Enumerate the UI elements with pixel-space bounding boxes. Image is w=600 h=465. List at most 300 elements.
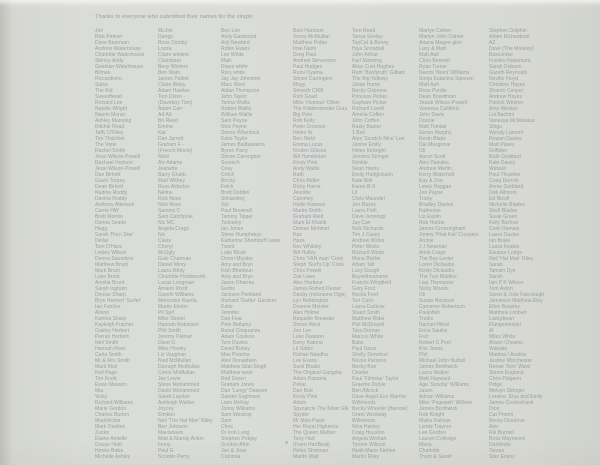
name-entry: Rachael Hudson (95, 160, 133, 166)
name-entry: Martyn Cohen (419, 28, 452, 34)
name-entry: Katrina Sharp (95, 316, 127, 322)
name-entry: Nic MC (158, 220, 175, 226)
name-entry: Martin Riley (352, 454, 379, 460)
name-entry: Greg Paul (293, 52, 316, 58)
name-entry: Liz Vaughan (158, 352, 186, 358)
name-entry: The Kidderminster Guru (293, 106, 348, 112)
name-entry: Ruth (293, 172, 304, 178)
name-entry: Alex Harbour (293, 280, 323, 286)
name-entry: Cheryl (158, 244, 173, 250)
name-entry: Erica Saulini (419, 328, 448, 334)
name-entry: Kish Bhoobun (221, 268, 253, 274)
name-entry: Annie Goddard (489, 184, 524, 190)
name-entry: Jay Can (352, 220, 371, 226)
name-entry: Robert S Pool (419, 340, 451, 346)
name-entry: Kay & Zoe (419, 178, 443, 184)
name-entry: Gayham Picker (352, 100, 387, 106)
name-entry: Melvyn Stringer (489, 388, 525, 394)
names-column-4 (293, 28, 355, 460)
name-entry: Al (489, 328, 494, 334)
name-entry: Becky Osborne (352, 88, 387, 94)
names-column-6 (419, 28, 481, 460)
name-entry: Matthew Rider (352, 316, 385, 322)
name-entry: Rachel Hilton (419, 322, 450, 328)
name-entry: Sunil Bhakri (293, 364, 321, 370)
name-entry: Tanya Seeley (352, 34, 383, 40)
name-entry: Mark El-Khatib (293, 220, 327, 226)
name-entry: AZ (489, 40, 496, 46)
name-entry: Wil Holley (293, 250, 316, 256)
name-entry: Paul Davis (352, 346, 377, 352)
name-entry: Michael John Nuttall (419, 358, 466, 364)
name-entry: Matthew Sital-Singh (221, 364, 267, 370)
name-entry: Richard Williams (95, 400, 134, 406)
name-entry: Simon West (293, 322, 321, 328)
name-entry: Mogy (293, 82, 306, 88)
name-entry: Hegg (95, 226, 108, 232)
name-entry: Kerry Widerholt (419, 172, 455, 178)
name-entry: Becky Boo (352, 364, 377, 370)
name-entry: Felch (221, 184, 234, 190)
name-entry: Mike Hooley (158, 346, 187, 352)
name-entry: Alex Donaldson (221, 358, 257, 364)
name-entry: Critch (221, 172, 235, 178)
name-entry: Rachel Smith (95, 148, 126, 154)
name-entry: Katie Taylor (221, 136, 248, 142)
name-entry: Emma Lucas (293, 142, 323, 148)
name-entry: Tony Hart (293, 436, 315, 442)
name-entry: Kerry Katona (293, 340, 323, 346)
name-entry: Dean Boardman (419, 94, 457, 100)
name-entry: Rich Goad (293, 94, 318, 100)
name-entry: Lil Gibbs (293, 346, 313, 352)
name-entry: Ross Oxtoby (158, 40, 188, 46)
name-entry: The Boy Lester (419, 256, 454, 262)
name-entry: Sweedhead (95, 94, 122, 100)
name-entry: Chris Powell (293, 268, 322, 274)
name-entry: Emikon (158, 412, 175, 418)
name-entry: Ruth 'Boofyruth' Gilbart (352, 70, 405, 76)
name-entry: Phil McDowall (352, 322, 385, 328)
name-entry: Ashley Manning (95, 118, 132, 124)
name-entry: Raoul Cinquanza (221, 328, 261, 334)
name-entry: Ritchie Read (95, 124, 125, 130)
name-entry: Gordon Afrin (221, 442, 250, 448)
name-entry: Kev Whibley (293, 244, 322, 250)
name-entry: Stephen Pobjoy (221, 436, 258, 442)
name-entry: Hiroko Baba (95, 448, 124, 454)
name-entry: Jamieson Matthew Eley (489, 298, 543, 304)
name-entry: Bascombe (489, 52, 514, 58)
name-entry: Richard Lovell (352, 106, 385, 112)
scan-highlight (0, 0, 600, 6)
name-entry: Sonja Katariina Siponen (419, 76, 474, 82)
name-entry: Brett Dobbin (221, 190, 250, 196)
name-entry: Paul Brownell (221, 208, 253, 214)
name-entry: Chris Maunder (352, 196, 386, 202)
name-entry: Goose Hiatt (95, 442, 122, 448)
name-entry: Phil (419, 352, 428, 358)
name-entry: Tori Cann (352, 298, 374, 304)
name-entry: Katherine Shortstuff Lewis (221, 238, 281, 244)
name-entry: James Crossingham (419, 226, 466, 232)
name-entry: McUgly (158, 250, 175, 256)
names-column-1 (95, 28, 157, 460)
name-entry: Tim Knott (95, 376, 117, 382)
name-entry: Susan Nicolson (419, 298, 455, 304)
name-entry: Finny (158, 442, 171, 448)
name-entry: Matt Hayward (419, 376, 451, 382)
name-entry: Tammy Tipper (221, 214, 253, 220)
thanks-header: Thanks to everyone who submitted their names for the single: (95, 14, 254, 20)
name-entry: Andrew Martin (419, 166, 452, 172)
name-entry: Paul 'Filmstar' Taylor (352, 376, 399, 382)
name-entry: Conor McMullan (158, 370, 196, 376)
name-entry: Matthew west (221, 370, 253, 376)
name-entry: Grant Woolway (352, 412, 387, 418)
name-entry: TopCat & Benny (352, 40, 389, 46)
name-entry: Marti Muir (95, 364, 118, 370)
name-entry: Nicola Parsons (352, 358, 387, 364)
name-entry: Ben Allcock (352, 388, 379, 394)
name-entry: Tyrone Willson (352, 442, 386, 448)
name-entry: Lui Bachini (489, 112, 515, 118)
name-entry: Iain P K Wilson (489, 280, 524, 286)
name-entry: Kate Bell (352, 178, 373, 184)
name-entry: Ariana Magee-ginn (419, 40, 463, 46)
name-entry: Helen W (293, 130, 313, 136)
name-entry: Martyn John Cohen (419, 34, 464, 40)
name-entry: Twunt (221, 244, 235, 250)
name-entry: Danhinde (489, 442, 511, 448)
name-entry: Matthew Potter (293, 40, 328, 46)
name-entry: Niall McMullan (158, 358, 192, 364)
name-entry: Jessi Wilson-Powell (95, 166, 141, 172)
name-entry: Matt & Mandy Anton (158, 436, 204, 442)
name-entry: Sarah (489, 274, 503, 280)
name-entry: Claire Bibby (158, 82, 186, 88)
name-entry: Vanessa Culliford (419, 106, 459, 112)
name-entry: Ian Futcher (95, 304, 121, 310)
name-entry: Aaron Scott (419, 154, 446, 160)
name-entry: Madchickie (95, 418, 121, 424)
name-entry: Adrian Williams (419, 394, 455, 400)
name-entry: Lyn Bebbington (293, 298, 329, 304)
name-entry: Matt Ault (419, 52, 439, 58)
name-entry: Nicki (158, 154, 170, 160)
name-entry: Birchy (221, 178, 236, 184)
name-entry: Mike 'Pugwash' Willson (419, 400, 473, 406)
name-entry: Richard 'Garbo' Gardner (221, 298, 277, 304)
name-entry: Andy Eastwood (221, 34, 257, 40)
name-entry: Fish (419, 334, 429, 340)
name-entry: Heidi-Marie Kiehne (352, 448, 396, 454)
name-entry: Wifinleeds (352, 418, 376, 424)
name-entry: Amelia Coffen (352, 112, 384, 118)
name-entry: Adam Parsons (293, 376, 327, 382)
name-entry: Mavisdavis (158, 430, 184, 436)
name-entry: Lankybean (489, 316, 514, 322)
name-entry: Tom Davies (221, 340, 248, 346)
name-entry: (Daveboy Tom) (158, 100, 193, 106)
name-entry: Charlotte Waterhouse (95, 52, 145, 58)
name-entry: Ross Purdie (419, 88, 447, 94)
name-entry: Sarah (489, 262, 503, 268)
name-entry: Amelia Brunt (95, 280, 125, 286)
name-entry: Ross Mayneord (489, 436, 525, 442)
name-entry: Kris Jones (419, 346, 443, 352)
name-entry: Kelly Barfoot (489, 220, 518, 226)
name-entry: Jay Lewis (158, 376, 181, 382)
name-entry: Kaz (293, 232, 302, 238)
names-column-3 (221, 28, 283, 460)
name-entry: James Pallett (158, 76, 189, 82)
name-entry: Kishan Nandha (293, 352, 328, 358)
name-entry: Lucas Longman (158, 280, 195, 286)
name-entry: Skinny-Andy (95, 58, 124, 64)
name-entry: Robin Evans (221, 46, 250, 52)
name-entry: Oli (419, 292, 426, 298)
name-entry: Vanessa McManaus (489, 118, 535, 124)
name-entry: Stephen Dolphin (489, 28, 527, 34)
name-entry: Dave Angel Eco Warrior (352, 394, 407, 400)
name-entry: Katherine (419, 208, 441, 214)
name-entry: Ben Wain (158, 70, 180, 76)
name-entry: Andrew Wicks (352, 238, 385, 244)
name-entry: The View (95, 142, 117, 148)
name-entry: Adam Hawker (158, 88, 190, 94)
name-entry: Chris (221, 424, 233, 430)
name-entry: Helen Sharman (293, 448, 329, 454)
name-entry: Gareth Williams (158, 292, 195, 298)
name-entry: David Mohammed (158, 388, 200, 394)
name-entry: Pellar (293, 382, 307, 388)
name-entry: 1 Ball (352, 130, 365, 136)
name-entry: Trudie (419, 316, 434, 322)
name-entry: Dave (The Monkey) (489, 46, 534, 52)
name-entry: Christine Hayes (489, 82, 526, 88)
name-entry: Deb Allmont (489, 190, 517, 196)
name-entry: Matthew Limbert (489, 310, 527, 316)
name-entry: Kirsten Gibson (293, 148, 327, 154)
name-entry: Francis Wingfield (352, 280, 392, 286)
name-entry: James Cruickshank (489, 400, 534, 406)
name-entry: Kat (158, 130, 166, 136)
name-entry: Sam Westrop (221, 412, 252, 418)
name-entry: Dan Fear (221, 316, 243, 322)
name-entry: Kirsty Pirie (293, 394, 318, 400)
name-entry: Oli (419, 148, 426, 154)
name-entry: Hiya Snowball (352, 46, 385, 52)
name-entry: Angela Wishart (352, 436, 387, 442)
name-entry: Charles Burton (95, 412, 130, 418)
name-entry: Laura Keates (489, 244, 520, 250)
name-entry: Claire (158, 238, 172, 244)
name-entry: Elaine Amielle (95, 436, 128, 442)
name-entry: The Queen Mother (293, 430, 336, 436)
name-entry: Naomi Moran (95, 112, 126, 118)
name-entry: James Borthwick (419, 364, 458, 370)
name-entry: Lewis Hoggan (419, 184, 452, 190)
name-entry: Pil Spif (158, 310, 174, 316)
name-entry: Zoe Laws (293, 274, 316, 280)
name-entry: Dan Butt (293, 388, 313, 394)
name-entry: John Davis (419, 112, 445, 118)
name-entry: Graham F - (158, 142, 185, 148)
name-entry: Mike Stoner (158, 316, 186, 322)
name-entry: Ad Ad (158, 112, 172, 118)
name-entry: Justine Winchester (489, 358, 533, 364)
name-entry: Paulofish (419, 310, 441, 316)
name-entry: Julian Hume (352, 82, 381, 88)
name-entry: Beki Harrison (293, 28, 324, 34)
name-entry: Her Royal Highness (293, 424, 339, 430)
name-entry: Boywithnoname (352, 274, 389, 280)
name-entry: Aidan Thompson (221, 88, 260, 94)
name-entry: Shigu (489, 124, 503, 130)
name-entry: Andrew Hayes (489, 94, 523, 100)
name-entry: Vicky (95, 394, 108, 400)
name-entry: Steve & Julie Fairclough (489, 292, 545, 298)
name-entry: Hannah Robinson (158, 322, 199, 328)
names-column-5 (352, 28, 414, 460)
name-entry: Darragh McMullan (158, 364, 200, 370)
name-entry: Carrie HW (95, 208, 119, 214)
name-entry: Craig Derrick (489, 178, 519, 184)
name-entry: Marc West (221, 82, 246, 88)
name-entry: Laura Davies (489, 232, 520, 238)
name-entry: Jay Jay Johnston (221, 76, 261, 82)
name-entry: Tricky (419, 196, 433, 202)
name-entry: Thom & Sarah (419, 454, 452, 460)
name-entry: Denise Sharp (95, 292, 126, 298)
name-entry: Laura Cuckow (352, 304, 385, 310)
name-entry: Karen B-S (352, 184, 376, 190)
name-entry: Pidge (489, 382, 503, 388)
name-entry: Dan Jarrett (158, 136, 184, 142)
name-entry: Alex 'Scratch-Nice' Lee (352, 136, 405, 142)
name-entry: Mr Man-Paste (293, 418, 325, 424)
name-entry: Andy Wallis (293, 166, 320, 172)
name-entry: Babs (352, 340, 364, 346)
name-entry: Geektan-Waterhouse (95, 64, 144, 70)
name-entry: Cameron Robertson (419, 304, 465, 310)
name-entry: Eleanor Lodge (489, 250, 523, 256)
name-entry: Alex Paindes (419, 160, 449, 166)
name-entry: Gavin Torpey (95, 178, 125, 184)
name-entry: Tim Thatcher (95, 136, 125, 142)
name-entry: Zunko (95, 430, 110, 436)
name-entry: Simianboy (221, 196, 245, 202)
name-entry: John Arthur (352, 52, 379, 58)
names-column-2 (158, 28, 220, 460)
name-entry: Charlotte Holdsworth (158, 274, 206, 280)
name-entry: Screech (221, 160, 240, 166)
name-entry: Nick Payne (221, 124, 247, 130)
name-entry: Sarah 'Porn Star' (95, 232, 134, 238)
name-entry: Oakley Herbert (95, 328, 130, 334)
name-entry: Sam Payne (221, 118, 248, 124)
name-entry: Rusty Baxter (352, 124, 382, 130)
name-entry: Simon Whenlock (221, 130, 260, 136)
name-entry: Daniel Minty (158, 262, 187, 268)
name-entry: Amann Khott (158, 286, 188, 292)
name-entry: Michelle Ashley (95, 454, 131, 460)
name-entry: Liam McKay (221, 400, 250, 406)
name-entry: Wil Hambleton (293, 154, 327, 160)
name-entry: (French Movie) (158, 148, 193, 154)
name-entry: Lauren Colledge (419, 436, 457, 442)
name-entry: Dango (158, 34, 173, 40)
name-entry: Neil Smith (95, 340, 119, 346)
name-entry: Lozza (158, 46, 172, 52)
name-entry: Jennifer (221, 310, 240, 316)
name-entry: Steve Humphreys (221, 232, 262, 238)
name-entry: Lil (352, 190, 358, 196)
name-entry: Dion (489, 406, 500, 412)
name-entry: Steve Mohammed (158, 382, 200, 388)
print-artifact-dot (285, 441, 288, 444)
name-entry: Ryan Turner (419, 64, 448, 70)
name-entry: Nicky Woods (419, 286, 449, 292)
name-entry: Dean Birkett (95, 184, 124, 190)
name-entry: Rod Green (221, 376, 246, 382)
name-entry: Gale Charman (158, 256, 192, 262)
name-entry: Mercedes Rueda (158, 298, 197, 304)
name-entry: Sarah Laydon (158, 394, 190, 400)
name-entry: Rick Palmer (95, 34, 123, 40)
name-entry: Alison Chowns (489, 340, 523, 346)
name-entry: Rowan Davies (489, 136, 522, 142)
name-entry: Hollie Rawson (293, 202, 326, 208)
name-entry: Michelle Blades (489, 202, 525, 208)
name-entry: Wendy Lamont (489, 130, 524, 136)
name-entry: McJim (158, 28, 173, 34)
name-entry: Clairsbear (158, 58, 182, 64)
name-entry: Paul Hodges (293, 64, 323, 70)
name-entry: The Big Yellowy (352, 76, 389, 82)
name-entry: Dan Birkett (95, 172, 121, 178)
name-entry: Bilman (95, 70, 111, 76)
name-entry: Jeanette (158, 166, 178, 172)
name-entry: Chris 'VAN man' Cook (293, 256, 344, 262)
name-entry: Loren Diclaudio (419, 262, 455, 268)
name-entry: Mike 'Humour' Oliver (293, 100, 341, 106)
name-entry: Spyder (293, 412, 310, 418)
name-entry: Alv Adams (158, 160, 183, 166)
name-entry: Claire winters (158, 52, 189, 58)
name-entry: Lynda Traynor (419, 424, 452, 430)
name-entry: Age 'Scooby' Williams (419, 382, 469, 388)
name-entry: Renae 'Ren' Ward (489, 364, 531, 370)
name-entry: Sarah Dobson (489, 64, 522, 70)
name-entry: Anthony Atkinson (95, 202, 135, 208)
name-entry: James Borthwick (419, 406, 458, 412)
name-entry: Bri Reed (158, 118, 178, 124)
name-entry: Laura Walker (419, 370, 450, 376)
name-entry: Dozzie (419, 118, 435, 124)
name-entry: Phil Smith (158, 328, 182, 334)
name-entry: Sam (221, 418, 232, 424)
name-entry: Hannah Ross (95, 346, 126, 352)
name-entry: Dellar (95, 238, 109, 244)
name-entry: Imai Nami (293, 46, 316, 52)
name-entry: Maike Kalsow (419, 418, 451, 424)
name-entry: Wetsuit (489, 166, 506, 172)
name-entry: Richard Wicks (352, 250, 385, 256)
name-entry: Nelme (158, 190, 173, 196)
name-entry: Donna Saunders (95, 256, 134, 262)
